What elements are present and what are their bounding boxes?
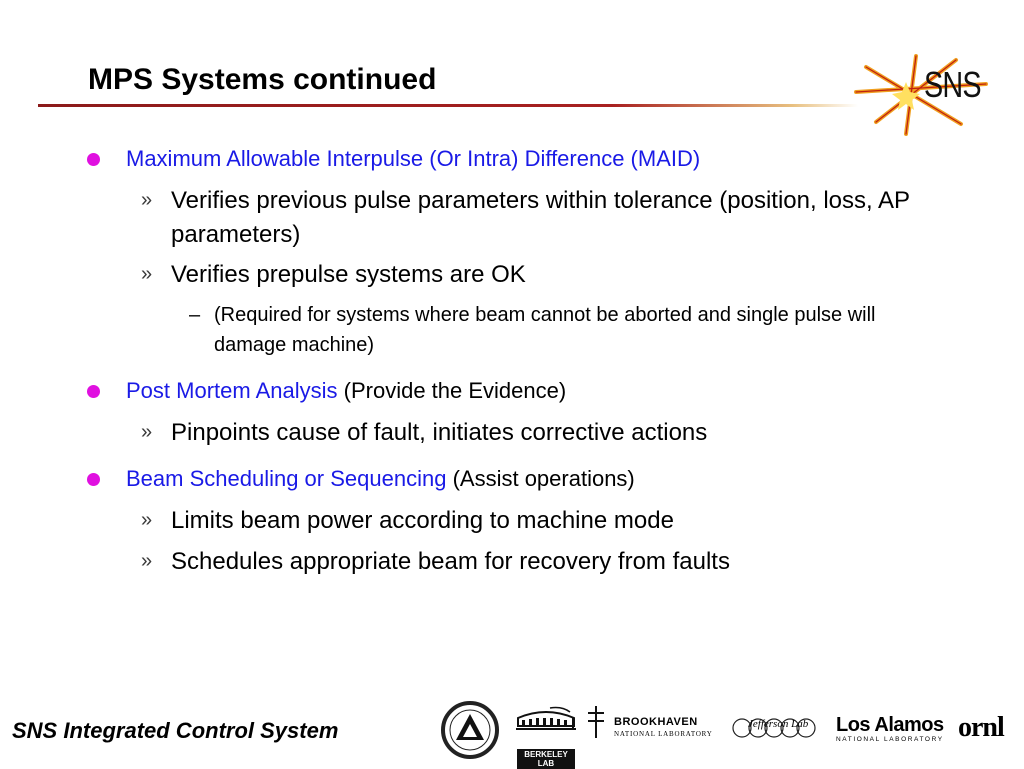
bullet-beam-scheduling bbox=[126, 464, 635, 494]
los-alamos-label: Los Alamos bbox=[836, 714, 944, 736]
slide-title: MPS Systems continued bbox=[88, 63, 437, 96]
ornl-logo: ornl bbox=[958, 712, 1004, 743]
chevron-right-icon: » bbox=[141, 509, 153, 531]
sub-sub-item: – (Required for systems where beam cannot be aborted and single pulse will damage machine) bbox=[214, 300, 894, 360]
los-alamos-logo bbox=[836, 714, 946, 743]
sub-item: » Pinpoints cause of fault, initiates corrective actions bbox=[171, 416, 971, 450]
chevron-right-icon: » bbox=[141, 263, 153, 285]
sub-item: » Limits beam power according to machine mode bbox=[171, 504, 971, 538]
los-alamos-sub-label: NATIONAL LABORATORY bbox=[836, 736, 944, 743]
footer-title: SNS Integrated Control System bbox=[12, 718, 339, 743]
bullet-maid-label: Maximum Allowable Interpulse (Or Intra) Difference (MAID) bbox=[126, 146, 701, 171]
argonne-logo-icon bbox=[440, 700, 500, 760]
chevron-right-icon: » bbox=[141, 189, 153, 211]
bullet-beam-scheduling-label: Beam Scheduling or Sequencing bbox=[126, 466, 447, 491]
bullet-post-mortem-note: (Provide the Evidence) bbox=[343, 378, 567, 403]
dash-icon: – bbox=[189, 304, 201, 326]
jefferson-lab-icon bbox=[722, 708, 822, 752]
bullet-maid bbox=[126, 144, 700, 174]
brookhaven-sub-label: NATIONAL LABORATORY bbox=[614, 730, 713, 738]
berkeley-building-icon bbox=[512, 704, 580, 744]
sub-item: » Verifies previous pulse parameters within tolerance (position, loss, AP parameters) bbox=[171, 184, 961, 252]
jefferson-lab-logo bbox=[722, 708, 822, 752]
bullet-beam-scheduling-note: (Assist operations) bbox=[452, 466, 635, 491]
bullet-dot-icon bbox=[87, 153, 100, 166]
bullet-post-mortem bbox=[126, 376, 566, 406]
sns-logo-text: SNS bbox=[924, 64, 981, 105]
brookhaven-mark-icon bbox=[584, 706, 608, 738]
chevron-right-icon: » bbox=[141, 421, 153, 443]
sub-item: » Verifies prepulse systems are OK bbox=[171, 258, 971, 292]
bullet-post-mortem-label: Post Mortem Analysis bbox=[126, 378, 338, 403]
bullet-dot-icon bbox=[87, 385, 100, 398]
title-rule bbox=[38, 104, 858, 107]
jefferson-lab-label: Jefferson Lab bbox=[748, 718, 809, 730]
berkeley-lab-label: BERKELEY LAB bbox=[517, 749, 575, 769]
chevron-right-icon: » bbox=[141, 550, 153, 572]
brookhaven-label: BROOKHAVEN bbox=[614, 716, 698, 728]
sub-item: » Schedules appropriate beam for recovery from faults bbox=[171, 545, 971, 579]
bullet-dot-icon bbox=[87, 473, 100, 486]
berkeley-lab-logo bbox=[512, 704, 580, 768]
